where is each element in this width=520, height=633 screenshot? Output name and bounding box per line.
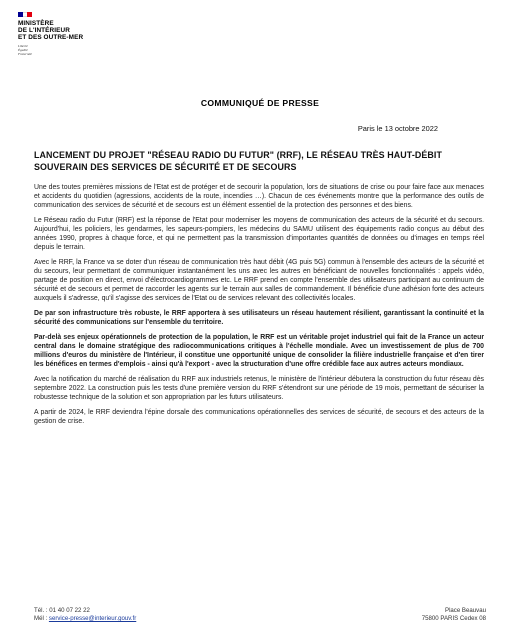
document-headline: LANCEMENT DU PROJET "RÉSEAU RADIO DU FUTUR" (RRF), LE RÉSEAU TRÈS HAUT-DÉBIT SOUVERAIN DES SERVICES DE SÉCURITÉ ET DE SECOURS [34,150,443,172]
date-prefix: Paris le [357,124,385,133]
document-title: COMMUNIQUÉ DE PRESSE [200,98,320,108]
paragraph-6: Avec la notification du marché de réalisation du RRF aux industriels retenus, le ministère de l'intérieur débutera la construction du futur réseau dès septembre 2022. La construction puis les tests d'une première version du RRF s'étendront sur une période de 19 mois, permettant de sécuriser la robustesse technique de la solution et son appropriation par les futurs utilisateurs. [34,375,484,401]
mail-link[interactable]: service-presse@interieur.gouv.fr [48,615,137,622]
motto-line-2: Égalité [18,47,28,52]
motto-line-3: Fraternité [18,51,32,56]
logo-line-2: DE L'INTÉRIEUR [18,27,70,35]
phone-label: Tél. : [34,607,50,614]
footer-contact [34,607,136,623]
footer-phone [34,607,136,615]
motto-line-1: Liberté [18,43,28,48]
logo-line-3: ET DES OUTRE-MER [18,34,84,42]
document-date [358,124,438,133]
address-line-2: 75800 PARIS Cedex 08 [421,615,486,622]
paragraph-5: Par-delà ses enjeux opérationnels de protection de la population, le RRF est un véritable projet industriel qui fait de la France un acteur central dans le domaine stratégique des radiocommunications critiques à l'échelle mondiale. Avec un investissement de plus de 700 millions d'euros du ministère de l'Intérieur, il constitue une opportunité unique de consolider la filière industrielle française et d'en tirer les bénéfices en termes d'emplois - ainsi qu'à l'export - avec la structuration d'une offre crédible face aux autres acteurs mondiaux. [34,333,484,368]
paragraph-2: Le Réseau radio du Futur (RRF) est la réponse de l'Etat pour moderniser les moyens de communication des acteurs de la sécurité et du secours. Aujourd'hui, les policiers, les gendarmes, les sapeurs-pompiers, les médecins du SAMU utilisent des équipements radio conçus au début des années 1990, propres à chaque force, et qui ne permettent pas la transmission d'importantes quantités de données ou d'images en temps réel depuis le terrain. [34,216,484,252]
marianne-flag-icon [18,12,32,17]
date-value: 13 octobre 2022 [384,124,438,133]
footer-mail [34,615,136,623]
paragraph-1: Une des toutes premières missions de l'Etat est de protéger et de secourir la population, lors de situations de crise ou pour faire face aux menaces et accidents du quotidien (agressions, accidents de la route, incendies …). Chacun de ces événements montre que la performance des outils de communication des services de sécurité et de secours est un élément essentiel de la protection des personnes et des biens. [34,184,484,210]
mail-label: Mél : [34,615,49,622]
paragraph-7: A partir de 2024, le RRF deviendra l'épine dorsale des communications opérationnelles des services de sécurité, de secours et des acteurs de la gestion de crise. [34,408,484,425]
paragraph-3: Avec le RRF, la France va se doter d'un réseau de communication très haut débit (4G puis 5G) commun à l'ensemble des acteurs de la sécurité et du secours, leur permettant de communiquer instantanément les uns avec les autres en bénéficiant de nouvelles fonctionnalités : appels vidéo, partage de position en direct, envoi d'électrocardiogrammes etc. Le RRF prend en compte l'ensemble des utilisateurs participant au continuum de sécurité et de secours et permet de raccorder les agents sur le terrain aux salles de commandement. Il bénéficie d'une adhésion forte des acteurs auxquels il s'adresse, qu'il s'agisse des services de l'Etat ou de services relevant des collectivités locales. [34,258,484,303]
address-line-1: Place Beauvau [445,607,486,614]
logo-line-1: MINISTÈRE [18,20,54,27]
paragraph-4: De par son infrastructure très robuste, le RRF apportera à ses utilisateurs un réseau hautement résilient, garantissant la continuité et la sécurité des communications sur l'ensemble du territoire. [34,309,484,326]
phone-number: 01 40 07 22 22 [49,607,90,614]
ministry-logo [18,12,128,56]
footer-address [422,607,486,623]
document-body [34,183,484,431]
logo-motto [18,44,128,56]
